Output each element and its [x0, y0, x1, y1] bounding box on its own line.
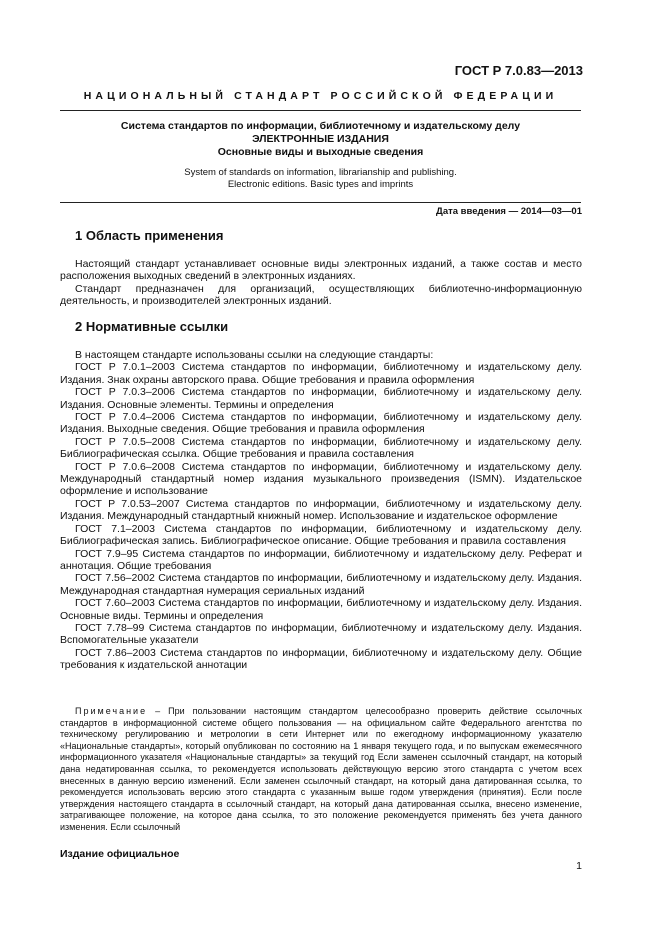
reference-item: ГОСТ Р 7.0.6–2008 Система стандартов по информации, библиотечному и издательскому делу. Международный стандартный номер издания музыкального произведения (ISMN). Издательское оформление и использование — [60, 460, 582, 498]
title-line-subtitle: Основные виды и выходные сведения — [217, 146, 424, 158]
reference-item: ГОСТ 7.86–2003 Система стандартов по информации, библиотечному и издательскому делу. Общие требования к издательской аннотации — [60, 646, 582, 672]
title-en-line-2: Electronic editions. Basic types and imprints — [227, 179, 414, 190]
reference-item: ГОСТ Р 7.0.4–2006 Система стандартов по информации, библиотечному и издательскому делу. Издания. Выходные сведения. Общие требования и правила оформления — [60, 411, 582, 436]
reference-item: ГОСТ 7.1–2003 Система стандартов по информации, библиотечному и издательскому делу. Библиографическая запись. Библиографическое описание. Общие требования и правила составления — [60, 522, 582, 548]
reference-item: ГОСТ Р 7.0.53–2007 Система стандартов по информации, библиотечному и издательскому делу. Издания. Международный стандартный книжный номер. Использование и издательское оформление — [60, 497, 582, 523]
title-line-system: Система стандартов по информации, библиотечному и издательскому делу — [120, 120, 521, 132]
reference-item: ГОСТ Р 7.0.1–2003 Система стандартов по информации, библиотечному и издательскому делу. Издания. Знак охраны авторского права. Общие требования и правила оформления — [60, 361, 582, 386]
note-block — [60, 706, 582, 834]
section-1-body — [60, 258, 582, 308]
gost-code: ГОСТ Р 7.0.83—2013 — [454, 63, 583, 78]
section-2-body — [60, 349, 582, 672]
page-number: 1 — [576, 860, 582, 872]
reference-item: ГОСТ Р 7.0.5–2008 Система стандартов по информации, библиотечному и издательскому делу. Библиографическая ссылка. Общие требования и правила составления — [60, 435, 582, 461]
header-divider — [60, 110, 581, 111]
paragraph: Настоящий стандарт устанавливает основные виды электронных изданий, а также состав и место расположения выходных сведений в электронных изданиях. — [60, 258, 582, 283]
reference-item: ГОСТ 7.60–2003 Система стандартов по информации, библиотечному и издательскому делу. Издания. Основные виды. Термины и определения — [60, 597, 582, 622]
title-line-main: ЭЛЕКТРОННЫЕ ИЗДАНИЯ — [252, 133, 389, 145]
reference-item: ГОСТ Р 7.0.3–2006 Система стандартов по информации, библиотечному и издательскому делу. Издания. Основные элементы. Термины и определения — [60, 386, 582, 411]
standard-title-ru — [60, 120, 581, 159]
official-edition-label: Издание официальное — [60, 848, 180, 860]
reference-item: ГОСТ 7.9–95 Система стандартов по информации, библиотечному и издательскому делу. Реферат и аннотация. Общие требования — [60, 547, 582, 572]
reference-item: ГОСТ 7.56–2002 Система стандартов по информации, библиотечному и издательскому делу. Издания. Международная стандартная нумерация сериальных изданий — [60, 572, 582, 597]
paragraph: Стандарт предназначен для организаций, осуществляющих библиотечно-информационную деятельность, и производителей электронных изданий. — [60, 282, 582, 308]
date-divider — [60, 202, 581, 203]
paragraph: В настоящем стандарте использованы ссылки на следующие стандарты: — [75, 349, 434, 361]
section-2-heading: 2 Нормативные ссылки — [75, 319, 229, 334]
reference-item: ГОСТ 7.78–99 Система стандартов по информации, библиотечному и издательскому делу. Издания. Вспомогательные указатели — [60, 621, 582, 647]
standard-title-en — [60, 167, 581, 191]
note-label: Примечание — [75, 706, 148, 716]
title-en-line-1: System of standards on information, librarianship and publishing. — [184, 167, 457, 178]
introduction-date: Дата введения — 2014—03—01 — [436, 206, 582, 217]
section-1-heading: 1 Область применения — [75, 228, 224, 243]
note-text: – При пользовании настоящим стандартом целесообразно проверить действие ссылочных стандартов в информационной системе общего пользования — на официальном сайте Федерального агентства по техническому регулированию и метрологии в сети Интернет или по ежегодному информационному указателю «Национальные стандарты», который опубликован по состоянию на 1 января текущего года, и по выпускам ежемесячного информационного указателя «Национальные стандарты» за текущий год Если заменен ссылочный стандарт, на который дана недатированная ссылка, то рекомендуется использовать действующую версию этого стандарта с учетом всех внесенных в данную версию изменений. Если заменен ссылочный стандарт, на который дана датированная ссылка, то рекомендуется использовать версию этого стандарта с указанным выше годом утверждения (принятия). Если после утверждения настоящего стандарта в ссылочный стандарт, на который дана датированная ссылка, внесено изменение, затрагивающее положение, на которое дана ссылка, то это положение рекомендуется применять без учета данного изменения. Если ссылочный — [60, 706, 582, 832]
national-standard-title: НАЦИОНАЛЬНЫЙ СТАНДАРТ РОССИЙСКОЙ ФЕДЕРАЦИИ — [83, 90, 558, 102]
